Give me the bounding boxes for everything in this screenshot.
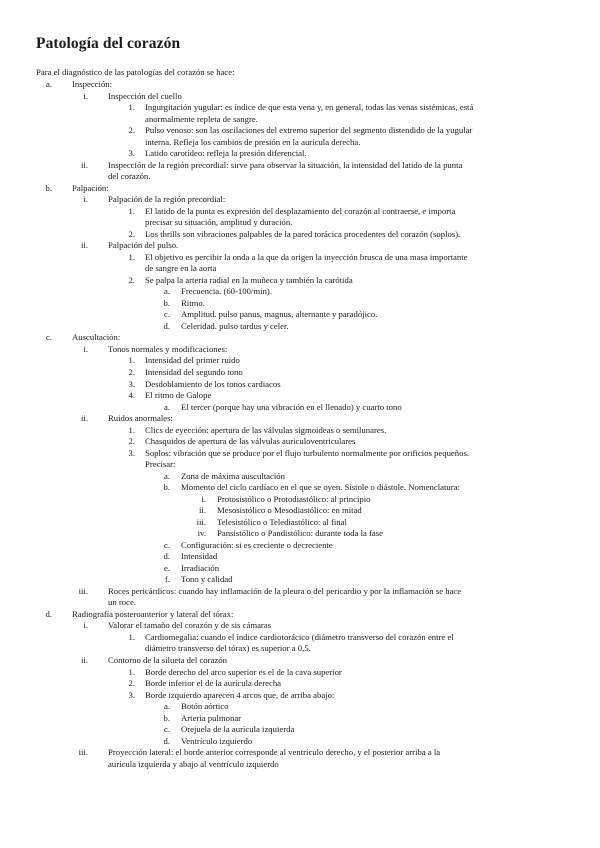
- list-text: Telesistólico o Telediastólico: al final: [217, 516, 347, 527]
- list-marker: 3.: [128, 148, 135, 159]
- list-marker: d.: [163, 551, 170, 562]
- list-text: Irradiación: [181, 562, 220, 573]
- list-marker: i.: [83, 194, 88, 205]
- list-marker: 3.: [128, 447, 135, 458]
- list-text: Valorar el tamaño del corazón y de sis cámaras: [108, 620, 272, 631]
- list-marker: 1.: [128, 355, 135, 366]
- list-marker: 2.: [128, 436, 135, 447]
- list-marker: 1.: [128, 102, 135, 113]
- list-text: Palpación del pulso.: [108, 240, 179, 251]
- list-marker: b.: [45, 182, 52, 193]
- list-marker: 1.: [128, 251, 135, 262]
- list-text: Cardiomegalia: cuando el índice cardiotorácico (diámetro transverso del corazón entre el: [145, 631, 454, 642]
- list-text: El tercer (porque hay una vibración en el llenado) y cuarto tono: [181, 401, 402, 412]
- list-marker: a.: [163, 286, 170, 297]
- list-marker: a.: [163, 701, 170, 712]
- list-marker: a.: [163, 470, 170, 481]
- list-text: Protosistólico o Protodiastólico: al principio: [217, 493, 371, 504]
- list-marker: c.: [163, 309, 170, 320]
- list-text: Intensidad del primer ruido: [145, 355, 240, 366]
- list-text: Radiografía posteroanterior y lateral del tórax:: [72, 608, 234, 619]
- list-text: Ventrículo izquierdo: [181, 735, 253, 746]
- list-text: Los thrills son vibraciones palpables de la pared torácica procedentes del corazón (soplos).: [145, 228, 461, 239]
- list-text: Celeridad. pulso tardus y celer.: [181, 320, 289, 331]
- list-text: El latido de la punta es expresión del desplazamiento del corazón al contraerse, e importa: [145, 205, 456, 216]
- page-title: Patología del corazón: [36, 35, 181, 52]
- list-marker: e.: [163, 562, 170, 573]
- list-text: Borde inferior el de la aurícula derecha: [145, 678, 282, 689]
- list-marker: a.: [163, 401, 170, 412]
- list-text: Precisar:: [145, 459, 176, 470]
- list-text: interna. Refleja los cambios de presión en la aurícula derecha.: [145, 136, 361, 147]
- list-marker: ii.: [81, 240, 88, 251]
- list-marker: a.: [45, 79, 52, 89]
- list-marker: c.: [163, 724, 170, 735]
- list-text: Ritmo.: [181, 297, 205, 308]
- list-marker: ii.: [81, 655, 88, 665]
- list-text: Roces pericárdicos: cuando hay inflamación de la pleura o del pericardio y por la inflamación se hace: [108, 585, 462, 596]
- list-marker: 1.: [128, 205, 135, 216]
- list-text: Tono y calidad: [181, 574, 233, 585]
- list-marker: iii.: [78, 585, 88, 596]
- list-text: Momento del ciclo cardíaco en el que se oyen. Sístole o diástole. Nomenclatura:: [181, 482, 460, 493]
- list-text: Latido carotídeo: refleja la presión diferencial.: [145, 148, 307, 159]
- list-text: Contorno de la silueta del corazón: [108, 655, 227, 665]
- list-marker: d.: [163, 320, 170, 331]
- list-text: Borde derecho del arco superior es el de la cava superior: [145, 666, 342, 677]
- list-marker: 3.: [128, 689, 135, 700]
- list-marker: ii.: [81, 159, 88, 170]
- list-marker: i.: [83, 343, 88, 354]
- list-text: Se palpa la arteria radial en la muñeca y también la carótida: [145, 274, 353, 285]
- list-marker: b.: [163, 712, 170, 723]
- list-text: Mesosistólico o Mesodiastólico: en mitad: [217, 505, 362, 516]
- list-marker: 2.: [128, 367, 135, 377]
- list-text: Zona de máxima auscultación: [181, 470, 285, 481]
- list-text: Proyección lateral: el borde anterior corresponde al ventrículo derecho, y el posterior arriba a la: [108, 747, 441, 758]
- list-text: Botón aórtico: [181, 701, 229, 712]
- list-marker: 1.: [128, 424, 135, 435]
- list-marker: d.: [45, 608, 52, 619]
- list-text: Pansistólico o Pandistólico: durante toda la fase: [217, 528, 383, 539]
- list-text: Auscultación:: [72, 332, 121, 343]
- list-text: del corazón.: [108, 171, 151, 182]
- list-marker: b.: [163, 297, 170, 308]
- list-text: aurícula izquierda y abajo al ventrículo izquierdo: [108, 758, 279, 769]
- list-text: Arteria pulmonar: [181, 712, 242, 723]
- list-text: Frecuencia. (60-100/min).: [181, 286, 272, 297]
- list-marker: 2.: [128, 228, 135, 239]
- list-text: Palpación de la región precordial:: [108, 194, 226, 205]
- list-marker: 1.: [128, 666, 135, 677]
- list-marker: 3.: [128, 378, 135, 389]
- list-text: precisar su situación, amplitud y duración.: [145, 217, 293, 228]
- list-text: Amplitud. pulso panus, magnus, alternante y paradójico.: [181, 309, 378, 320]
- list-marker: i.: [83, 620, 88, 631]
- list-text: un roce.: [108, 597, 136, 608]
- list-text: Desdoblamiento de los tonos cardiacos: [145, 378, 281, 389]
- list-marker: 1.: [128, 631, 135, 642]
- list-text: Tonos normales y modificaciones:: [108, 343, 228, 354]
- list-text: diámetro transverso del tórax) es superior a 0,5.: [145, 643, 311, 654]
- list-marker: f.: [164, 574, 170, 585]
- list-text: Inspección del cuello: [108, 90, 182, 101]
- list-text: Ruidos anormales:: [108, 413, 173, 424]
- list-marker: i.: [201, 493, 206, 504]
- list-text: Chasquidos de apertura de las válvulas auriculoventriculares: [145, 436, 356, 447]
- list-text: Inspección de la región precordial: sirve para observar la situación, la intensidad del latido de la punta: [108, 159, 463, 170]
- list-marker: ii.: [81, 413, 88, 424]
- list-text: Palpación:: [72, 182, 109, 193]
- intro-text: Para el diagnóstico de las patologías del corazón se hace:: [36, 67, 235, 77]
- list-text: Ingurgitación yugular: es índice de que esta vena y, en general, todas las venas sistémicas, está: [145, 102, 474, 113]
- list-text: El ritmo de Galope: [145, 390, 212, 401]
- list-text: Inspección:: [72, 79, 113, 89]
- list-text: Orejuela de la aurícula izquierda: [181, 724, 295, 735]
- list-marker: 2.: [128, 274, 135, 285]
- list-text: Soplos: vibración que se produce por el flujo turbulento normalmente por orificios pequeños.: [145, 447, 470, 458]
- list-text: El objetivo es percibir la onda a la que da origen la inyección brusca de una masa importante: [145, 251, 468, 262]
- list-text: Borde izquierdo aparecen 4 arcos que, de arriba abajo:: [145, 689, 335, 700]
- list-marker: 2.: [128, 125, 135, 136]
- list-marker: 4.: [128, 390, 135, 401]
- list-text: anormalmente repleta de sangre.: [145, 113, 258, 124]
- list-text: Configuración: si es creciente o decreciente: [181, 539, 333, 550]
- list-marker: c.: [45, 332, 52, 343]
- list-text: Intensidad: [181, 551, 218, 562]
- list-marker: c.: [163, 539, 170, 550]
- list-text: Intensidad del segundo tono: [145, 367, 243, 377]
- list-marker: i.: [83, 90, 88, 101]
- list-marker: 2.: [128, 678, 135, 689]
- list-text: de sangre en la aorta: [145, 263, 217, 274]
- list-text: Clics de eyección: apertura de las válvulas sigmoideas o semilunares.: [145, 424, 387, 435]
- list-marker: iii.: [78, 747, 88, 758]
- list-marker: d.: [163, 735, 170, 746]
- list-marker: iii.: [196, 516, 206, 527]
- list-marker: ii.: [199, 505, 206, 516]
- list-text: Pulso venoso: son las oscilaciones del extremo superior del segmento distendido de la yugular: [145, 125, 473, 136]
- list-marker: b.: [163, 482, 170, 493]
- list-marker: iv.: [197, 528, 206, 539]
